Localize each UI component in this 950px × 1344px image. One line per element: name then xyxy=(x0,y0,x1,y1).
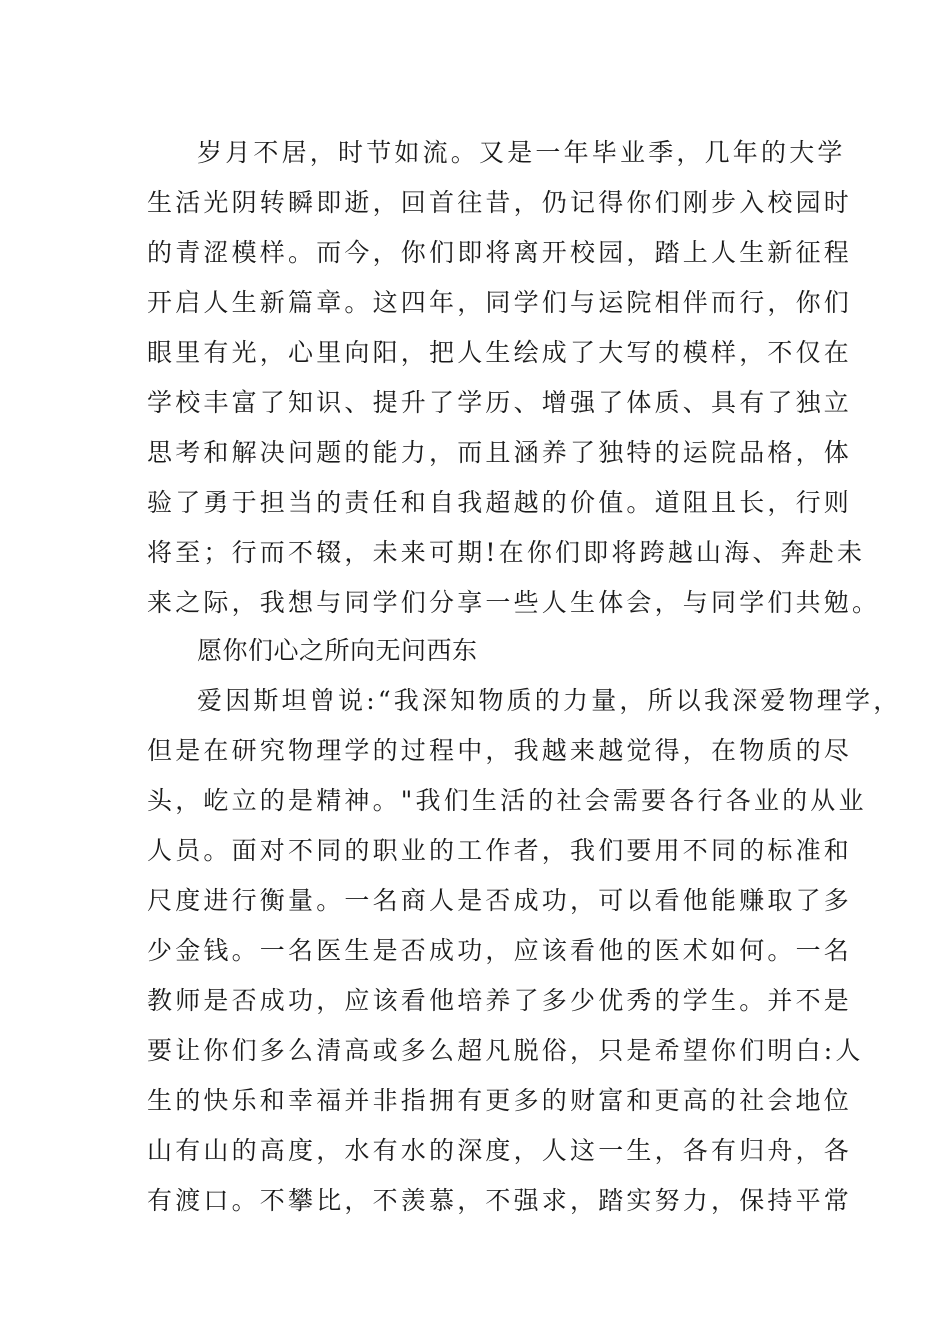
paragraph-2-line-1: 爱因斯坦曾说:“我深知物质的力量，所以我深爱物理学， xyxy=(197,686,902,715)
paragraph-2-line-4: 人员。面对不同的职业的工作者，我们要用不同的标准和 xyxy=(147,836,853,865)
paragraph-1-line-7: 思考和解决问题的能力，而且涵养了独特的运院品格，体 xyxy=(147,438,853,467)
paragraph-2-line-8: 要让你们多么清高或多么超凡脱俗，只是希望你们明白:人 xyxy=(147,1036,864,1065)
paragraph-1-line-1: 岁月不居，时节如流。又是一年毕业季，几年的大学 xyxy=(197,138,846,167)
paragraph-1-line-4: 开启人生新篇章。这四年，同学们与运院相伴而行，你们 xyxy=(147,288,853,317)
paragraph-1-line-2: 生活光阴转瞬即逝，回首往昔，仍记得你们刚步入校园时 xyxy=(147,188,853,217)
paragraph-1-line-3: 的青涩模样。而今，你们即将离开校园，踏上人生新征程 xyxy=(147,238,853,267)
paragraph-2-line-5: 尺度进行衡量。一名商人是否成功，可以看他能赚取了多 xyxy=(147,886,853,915)
paragraph-1-line-9: 将至；行而不辍，未来可期!在你们即将跨越山海、奔赴未 xyxy=(147,538,866,567)
paragraph-1-line-6: 学校丰富了知识、提升了学历、增强了体质、具有了独立 xyxy=(147,388,853,417)
paragraph-2-line-11: 有渡口。不攀比，不羡慕，不强求，踏实努力，保持平常 xyxy=(147,1186,853,1215)
paragraph-2-line-3: 头，屹立的是精神。"我们生活的社会需要各行各业的从业 xyxy=(147,786,867,815)
paragraph-1-line-5: 眼里有光，心里向阳，把人生绘成了大写的模样，不仅在 xyxy=(147,338,853,367)
paragraph-2-line-7: 教师是否成功，应该看他培养了多少优秀的学生。并不是 xyxy=(147,986,853,1015)
paragraph-1-line-10: 来之际，我想与同学们分享一些人生体会，与同学们共勉。 xyxy=(147,588,881,617)
paragraph-1-line-8: 验了勇于担当的责任和自我超越的价值。道阻且长，行则 xyxy=(147,488,853,517)
paragraph-2-line-6: 少金钱。一名医生是否成功，应该看他的医术如何。一名 xyxy=(147,936,853,965)
paragraph-2-line-10: 山有山的高度，水有水的深度，人这一生，各有归舟，各 xyxy=(147,1136,853,1165)
paragraph-2-line-2: 但是在研究物理学的过程中，我越来越觉得，在物质的尽 xyxy=(147,736,853,765)
section-heading: 愿你们心之所向无问西东 xyxy=(197,636,478,665)
paragraph-2-line-9: 生的快乐和幸福并非指拥有更多的财富和更高的社会地位 xyxy=(147,1086,853,1115)
